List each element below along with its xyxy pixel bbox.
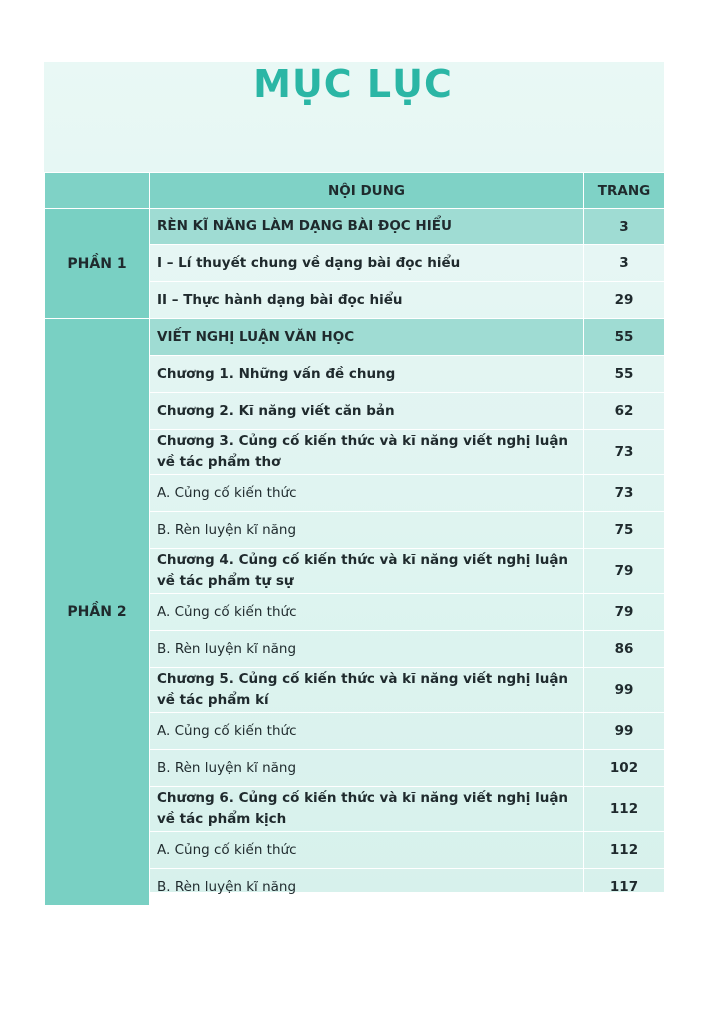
toc-entry-page: 3 [584,245,665,282]
toc-entry-text[interactable]: B. Rèn luyện kĩ năng [150,750,584,787]
toc-entry-text[interactable]: II – Thực hành dạng bài đọc hiểu [150,282,584,319]
toc-entry-text[interactable]: Chương 2. Kĩ năng viết căn bản [150,393,584,430]
toc-table [44,172,665,906]
toc-entry-page: 29 [584,282,665,319]
toc-row[interactable] [45,209,665,245]
toc-entry-text[interactable]: B. Rèn luyện kĩ năng [150,512,584,549]
toc-entry-page: 99 [584,668,665,713]
toc-entry-page: 99 [584,713,665,750]
page-title: MỤC LỤC [253,62,453,106]
toc-entry-page: 79 [584,594,665,631]
toc-entry-text[interactable]: I – Lí thuyết chung về dạng bài đọc hiểu [150,245,584,282]
part-label: PHẦN 1 [45,209,150,319]
toc-entry-page: 79 [584,549,665,594]
toc-row[interactable] [45,319,665,356]
toc-entry-page: 112 [584,787,665,832]
toc-entry-text[interactable]: Chương 4. Củng cố kiến thức và kĩ năng viết nghị luận về tác phẩm tự sự [150,549,584,594]
toc-entry-page: 62 [584,393,665,430]
toc-entry-page: 117 [584,869,665,906]
header-page: TRANG [584,173,665,209]
toc-entry-page: 73 [584,430,665,475]
toc-entry-text[interactable]: A. Củng cố kiến thức [150,713,584,750]
toc-entry-page: 112 [584,832,665,869]
toc-entry-page: 86 [584,631,665,668]
header-content: NỘI DUNG [150,173,584,209]
toc-entry-page: 3 [584,209,665,245]
toc-entry-text[interactable]: VIẾT NGHỊ LUẬN VĂN HỌC [150,319,584,356]
toc-entry-page: 55 [584,356,665,393]
toc-entry-page: 73 [584,475,665,512]
toc-entry-text[interactable]: A. Củng cố kiến thức [150,832,584,869]
toc-entry-page: 75 [584,512,665,549]
toc-entry-text[interactable]: RÈN KĨ NĂNG LÀM DẠNG BÀI ĐỌC HIỂU [150,209,584,245]
toc-entry-page: 55 [584,319,665,356]
part-label: PHẦN 2 [45,319,150,906]
toc-header-row [45,173,665,209]
toc-entry-text[interactable]: B. Rèn luyện kĩ năng [150,869,584,906]
toc-entry-text[interactable]: A. Củng cố kiến thức [150,594,584,631]
toc-entry-text[interactable]: B. Rèn luyện kĩ năng [150,631,584,668]
header-part-cell [45,173,150,209]
toc-entry-page: 102 [584,750,665,787]
toc-entry-text[interactable]: Chương 3. Củng cố kiến thức và kĩ năng viết nghị luận về tác phẩm thơ [150,430,584,475]
toc-entry-text[interactable]: Chương 6. Củng cố kiến thức và kĩ năng viết nghị luận về tác phẩm kịch [150,787,584,832]
toc-entry-text[interactable]: A. Củng cố kiến thức [150,475,584,512]
toc-entry-text[interactable]: Chương 1. Những vấn đề chung [150,356,584,393]
toc-entry-text[interactable]: Chương 5. Củng cố kiến thức và kĩ năng viết nghị luận về tác phẩm kí [150,668,584,713]
